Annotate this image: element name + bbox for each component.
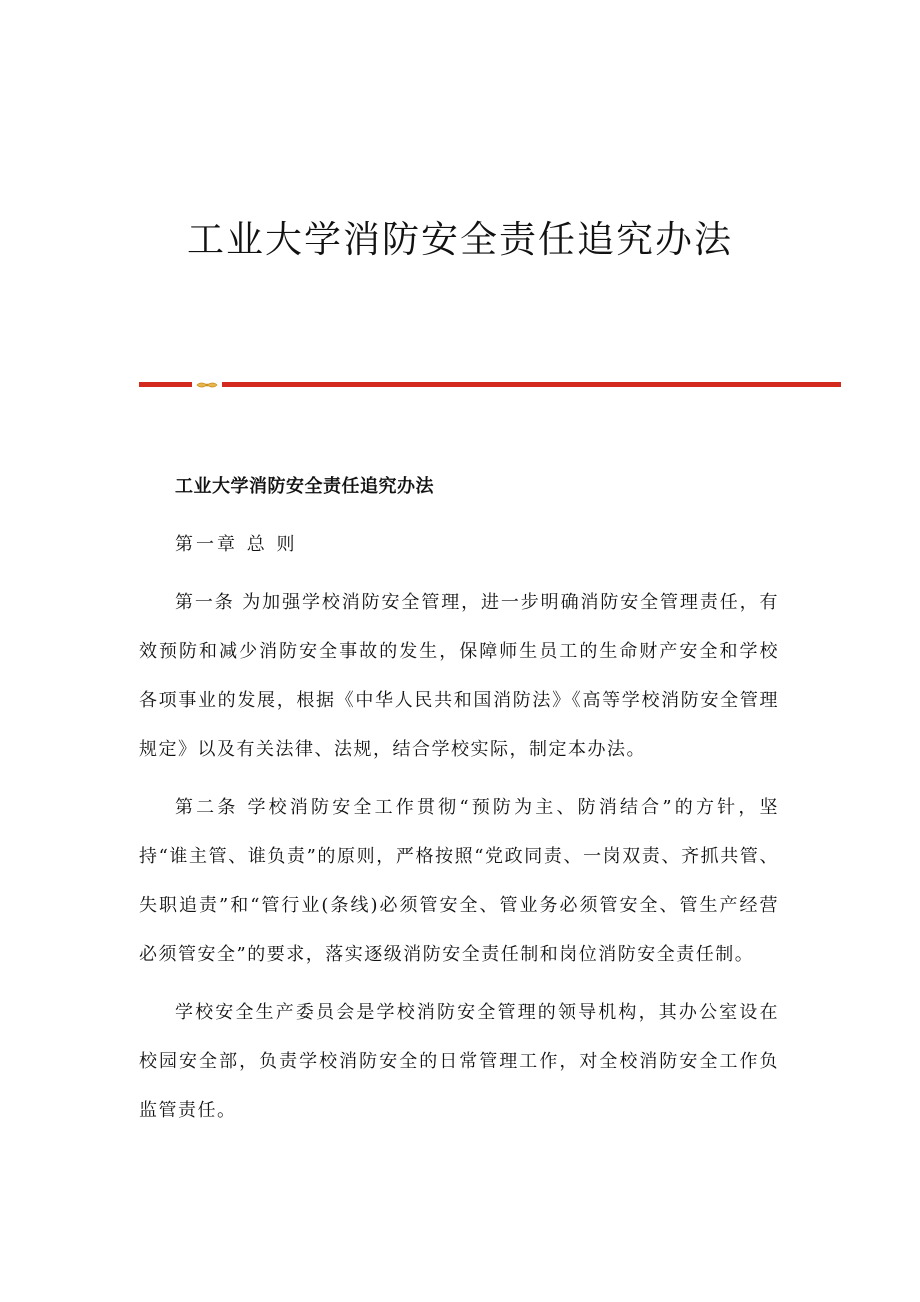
document-body: [139, 462, 779, 1144]
document-subtitle: 工业大学消防安全责任追究办法: [175, 476, 434, 497]
chapter-heading: 第一章 总 则: [175, 534, 298, 555]
divider-bar-right: [222, 382, 841, 387]
document-title: 工业大学消防安全责任追究办法: [187, 218, 733, 261]
paragraph-article-1: 第一条 为加强学校消防安全管理，进一步明确消防安全管理责任，有效预防和减少消防安全事故的发生，保障师生员工的生命财产安全和学校各项事业的发展，根据《中华人民共和国消防法》《高等学校消防安全管理规定》以及有关法律、法规，结合学校实际，制定本办法。: [139, 592, 779, 760]
divider-bar-left: [139, 382, 192, 387]
title-divider: [139, 380, 841, 390]
paragraph-committee: 学校安全生产委员会是学校消防安全管理的领导机构，其办公室设在校园安全部，负责学校消防安全的日常管理工作，对全校消防安全工作负监管责任。: [139, 1002, 779, 1121]
divider-ornament-icon: [195, 381, 219, 389]
paragraph-article-2: 第二条 学校消防安全工作贯彻“预防为主、防消结合”的方针，坚持“谁主管、谁负责”的原则，严格按照“党政同责、一岗双责、齐抓共管、失职追责”和“管行业(条线)必须管安全、管业务必须管安全、管生产经营必须管安全”的要求，落实逐级消防安全责任制和岗位消防安全责任制。: [139, 797, 779, 965]
